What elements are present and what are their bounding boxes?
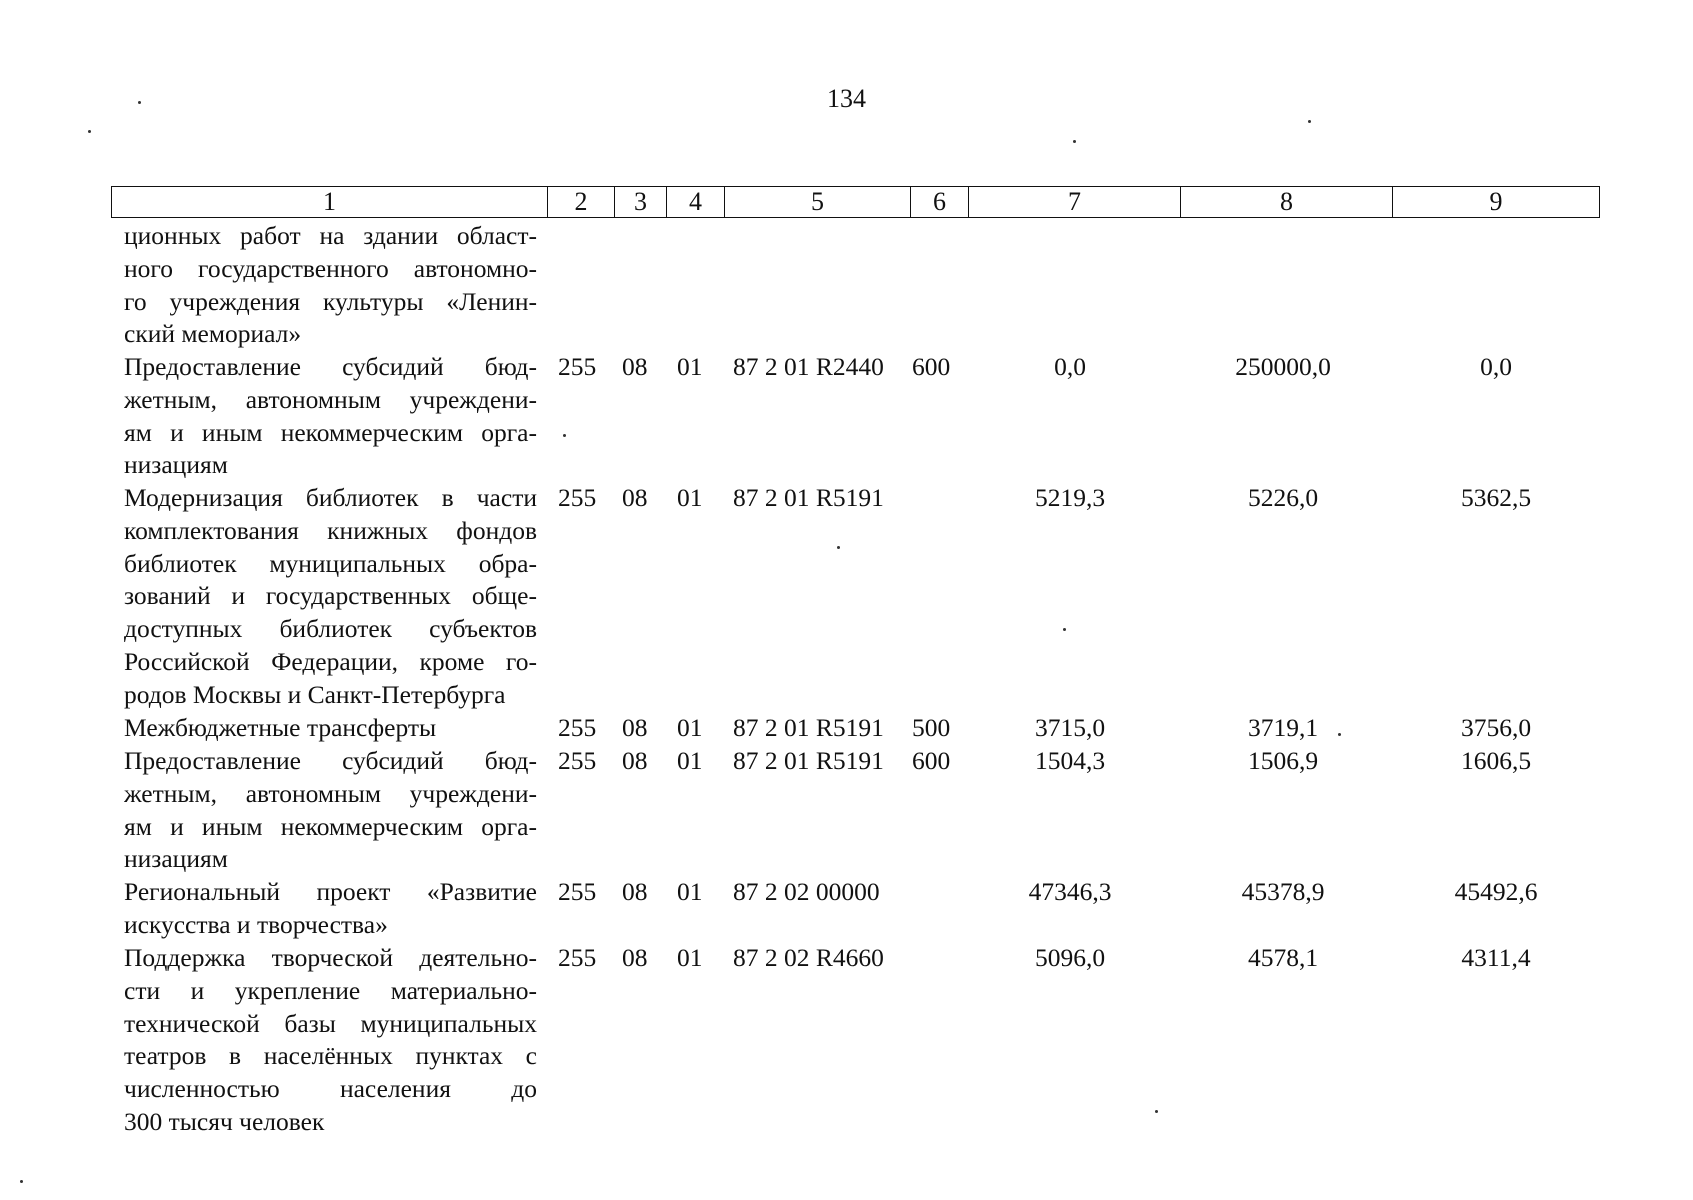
cell-amount-col7: 5219,3 xyxy=(1034,483,1106,512)
scan-speck xyxy=(1308,120,1311,123)
row-name-line: сти и укрепление материально- xyxy=(124,975,537,1005)
cell-amount-col8: 5226,0 xyxy=(1247,483,1319,512)
cell-section: 08 xyxy=(622,483,648,512)
cell-ministry-code: 255 xyxy=(558,713,597,742)
row-name-line: Предоставление субсидий бюд- xyxy=(124,352,537,381)
row-name xyxy=(124,712,537,745)
scan-speck xyxy=(837,546,840,549)
cell-amount-col7: 0,0 xyxy=(1054,352,1086,381)
row-name-line: Российской Федерации, кроме го- xyxy=(124,646,537,676)
row-name-line: библиотек муниципальных обра- xyxy=(124,548,537,578)
cell-amount-col8: 45378,9 xyxy=(1241,877,1325,906)
cell-subsection: 01 xyxy=(677,746,703,775)
row-name-line: театров в населённых пунктах с xyxy=(124,1041,537,1071)
cell-target-article: 87 2 02 R4660 xyxy=(733,943,884,972)
row-name-line: ский мемориал» xyxy=(124,319,302,349)
row-name-line: 300 тысяч человек xyxy=(124,1106,325,1136)
column-header-9: 9 xyxy=(1393,187,1600,218)
scan-speck xyxy=(88,130,91,133)
row-name-line: ционных работ на здании област- xyxy=(124,221,537,250)
cell-ministry-code: 255 xyxy=(558,877,597,906)
cell-subsection: 01 xyxy=(677,877,703,906)
row-name-line: низациям xyxy=(124,844,228,874)
row-name-line: низациям xyxy=(124,450,228,480)
row-name-line: искусства и творчества» xyxy=(124,909,388,939)
cell-expense-type: 600 xyxy=(912,746,951,775)
column-header-7: 7 xyxy=(969,187,1181,218)
cell-subsection: 01 xyxy=(677,352,703,381)
row-name-line: Региональный проект «Развитие xyxy=(124,877,537,906)
row-name-line: комплектования книжных фондов xyxy=(124,515,537,545)
row-name-line: Поддержка творческой деятельно- xyxy=(124,943,537,972)
row-name xyxy=(124,745,537,876)
cell-amount-col8: 1506,9 xyxy=(1247,746,1319,775)
cell-amount-col8: 250000,0 xyxy=(1235,352,1331,381)
scan-speck xyxy=(1155,1110,1158,1113)
cell-amount-col9: 45492,6 xyxy=(1454,877,1538,906)
column-header-6: 6 xyxy=(911,187,969,218)
row-name-line: Предоставление субсидий бюд- xyxy=(124,746,537,775)
cell-subsection: 01 xyxy=(677,483,703,512)
column-header-8: 8 xyxy=(1181,187,1393,218)
cell-amount-col7: 3715,0 xyxy=(1034,713,1106,742)
column-header-2: 2 xyxy=(548,187,615,218)
cell-section: 08 xyxy=(622,713,648,742)
cell-ministry-code: 255 xyxy=(558,943,597,972)
column-header-table xyxy=(111,186,1600,218)
cell-target-article: 87 2 01 R5191 xyxy=(733,713,884,742)
scan-speck xyxy=(20,1180,23,1183)
row-name-line: ям и иным некоммерческим орга- xyxy=(124,417,537,447)
cell-amount-col7: 5096,0 xyxy=(1034,943,1106,972)
row-name-line: ям и иным некоммерческим орга- xyxy=(124,811,537,841)
cell-amount-col9: 3756,0 xyxy=(1460,713,1532,742)
row-name xyxy=(124,351,537,482)
cell-amount-col9: 4311,4 xyxy=(1461,943,1531,972)
cell-subsection: 01 xyxy=(677,943,703,972)
column-header-4: 4 xyxy=(667,187,725,218)
row-name xyxy=(124,220,537,351)
cell-ministry-code: 255 xyxy=(558,483,597,512)
cell-section: 08 xyxy=(622,877,648,906)
cell-amount-col8: 3719,1 xyxy=(1247,713,1319,742)
cell-target-article: 87 2 01 R2440 xyxy=(733,352,884,381)
cell-expense-type: 600 xyxy=(912,352,951,381)
row-name-line: жетным, автономным учреждени- xyxy=(124,778,537,808)
cell-ministry-code: 255 xyxy=(558,746,597,775)
row-name-line: технической базы муниципальных xyxy=(124,1008,537,1038)
row-name-line: доступных библиотек субъектов xyxy=(124,614,537,644)
row-name xyxy=(124,876,537,942)
cell-ministry-code: 255 xyxy=(558,352,597,381)
cell-section: 08 xyxy=(622,943,648,972)
cell-amount-col9: 5362,5 xyxy=(1460,483,1532,512)
cell-section: 08 xyxy=(622,746,648,775)
cell-subsection: 01 xyxy=(677,713,703,742)
cell-amount-col8: 4578,1 xyxy=(1247,943,1319,972)
scan-speck xyxy=(1063,628,1066,631)
page-number: 134 xyxy=(827,84,866,113)
row-name-line: родов Москвы и Санкт-Петербурга xyxy=(124,679,506,709)
row-name-line: Модернизация библиотек в части xyxy=(124,483,537,512)
cell-amount-col9: 0,0 xyxy=(1480,352,1512,381)
row-name-line: зований и государственных обще- xyxy=(124,581,537,611)
column-header-5: 5 xyxy=(725,187,911,218)
cell-expense-type: 500 xyxy=(912,713,951,742)
scan-speck xyxy=(563,434,566,437)
cell-amount-col7: 47346,3 xyxy=(1028,877,1112,906)
row-name-line: жетным, автономным учреждени- xyxy=(124,384,537,414)
cell-section: 08 xyxy=(622,352,648,381)
cell-target-article: 87 2 02 00000 xyxy=(733,877,880,906)
cell-target-article: 87 2 01 R5191 xyxy=(733,746,884,775)
scan-speck xyxy=(1073,140,1076,143)
row-name xyxy=(124,942,537,1139)
cell-target-article: 87 2 01 R5191 xyxy=(733,483,884,512)
row-name xyxy=(124,482,537,712)
cell-amount-col7: 1504,3 xyxy=(1034,746,1106,775)
column-header-row xyxy=(112,187,1600,218)
cell-amount-col9: 1606,5 xyxy=(1460,746,1532,775)
column-header-3: 3 xyxy=(615,187,667,218)
row-name-line: численностью населения до xyxy=(124,1074,537,1104)
row-name-line: го учреждения культуры «Ленин- xyxy=(124,286,537,316)
column-header-1: 1 xyxy=(112,187,548,218)
row-name-line: Межбюджетные трансферты xyxy=(124,713,437,742)
row-name-line: ного государственного автономно- xyxy=(124,253,537,283)
